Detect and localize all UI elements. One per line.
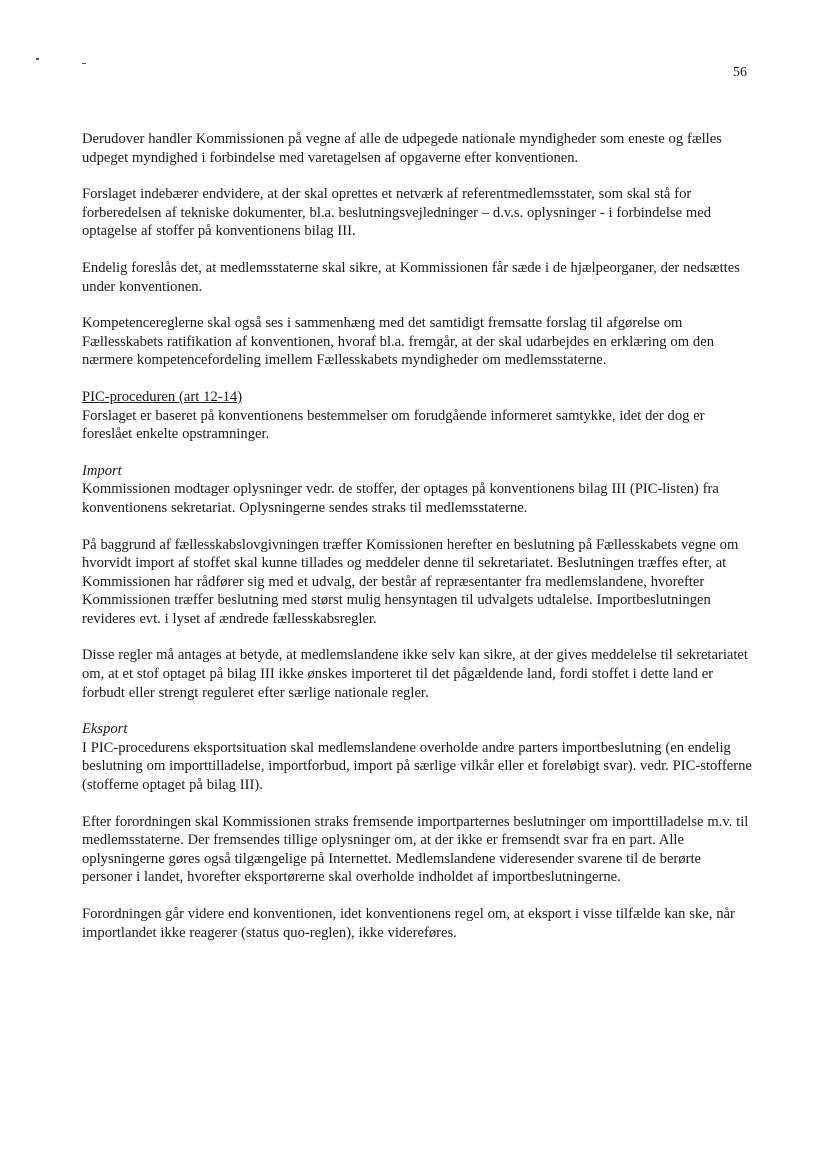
paragraph: Derudover handler Kommissionen på vegne af alle de udpegede nationale myndigheder som eneste og fælles udpeget myndighed i forbindelse med varetagelsen af opgaverne efter konventionen. (82, 131, 722, 166)
section-heading-export: Eksport (82, 721, 128, 738)
scan-speck (36, 58, 39, 60)
paragraph: Forslaget indebærer endvidere, at der skal oprettes et netværk af referentmedlemsstater, som skal stå for forberedelsen af tekniske dokumenter, bl.a. beslutningsvejledninger – d.v.s. oplysninger - i forbindelse med optagelse af stoffer på konventionens bilag III. (82, 186, 712, 240)
page-number: 56 (733, 65, 747, 80)
paragraph: Kommissionen modtager oplysninger vedr. de stoffer, der optages på konventionens bilag III (PIC-listen) fra konventionens sekretariat. Oplysningerne sendes straks til medlemsstaterne. (82, 481, 719, 516)
paragraph: Forordningen går videre end konventionen, idet konventionens regel om, at eksport i visse tilfælde kan ske, når importlandet ikke reagerer (status quo-reglen), ikke videreføres. (82, 906, 735, 941)
paragraph: I PIC-procedurens eksportsituation skal medlemslandene overholde andre parters importbeslutning (en endelig beslutning om importtilladelse, importforbud, import på særlige vilkår eller et foreløbigt svar). vedr. PIC-stofferne (stofferne optaget på bilag III). (82, 739, 752, 794)
paragraph: Efter forordningen skal Kommissionen straks fremsende importparternes beslutninger om importtilladelse m.v. til medlemsstaterne. Der fremsendes tillige oplysninger om, at der ikke er fremsendt svar fra en part. Alle oplysningerne gøres også tilgængelige på Internettet. Medlemslandene videresender svarene til de berørte personer i landet, hvorefter eksportørerne skal overholde indholdet af importbeslutningerne. (82, 813, 749, 886)
scan-speck (82, 63, 86, 64)
paragraph: Kompetencereglerne skal også ses i sammenhæng med det samtidigt fremsatte forslag til afgørelse om Fællesskabets ratifikation af konventionen, hvoraf bl.a. fremgår, at der skal udarbejdes en erklæring om den nærmere kompetencefordeling imellem Fællesskabets myndigheder om medlemsstaterne. (82, 315, 714, 369)
paragraph: Endelig foreslås det, at medlemsstaterne skal sikre, at Kommissionen får sæde i de hjælpeorganer, der nedsættes under konventionen. (82, 259, 740, 295)
paragraph: Forslaget er baseret på konventionens bestemmelser om forudgående informeret samtykke, idet der dog er foreslået enkelte opstramninger. (82, 407, 705, 443)
document-body (82, 130, 754, 942)
paragraph: Disse regler må antages at betyde, at medlemslandene ikke selv kan sikre, at der gives meddelelse til sekretariatet om, at et stof optaget på bilag III ikke ønskes importeret til det pågældende land, fordi stoffet i dette land er forbudt eller strengt reguleret efter særlige nationale regler. (82, 647, 748, 701)
paragraph: På baggrund af fællesskabslovgivningen træffer Komissionen herefter en beslutning på Fællesskabets vegne om hvorvidt import af stoffet skal kunne tillades og meddeler denne til sekretariatet. Beslutningen træffes efter, at Kommissionen har rådfører sig med et udvalg, der består af repræsentanter fra medlemslandene, hvorefter Kommissionen træffer beslutning med størst mulig hensyntagen til udvalgets udtalelse. Importbeslutningen revideres evt. i lyset af ændrede fællesskabsregler. (82, 536, 739, 627)
section-heading-import: Import (82, 462, 122, 479)
section-heading-pic: PIC-proceduren (art 12-14) (82, 388, 243, 405)
